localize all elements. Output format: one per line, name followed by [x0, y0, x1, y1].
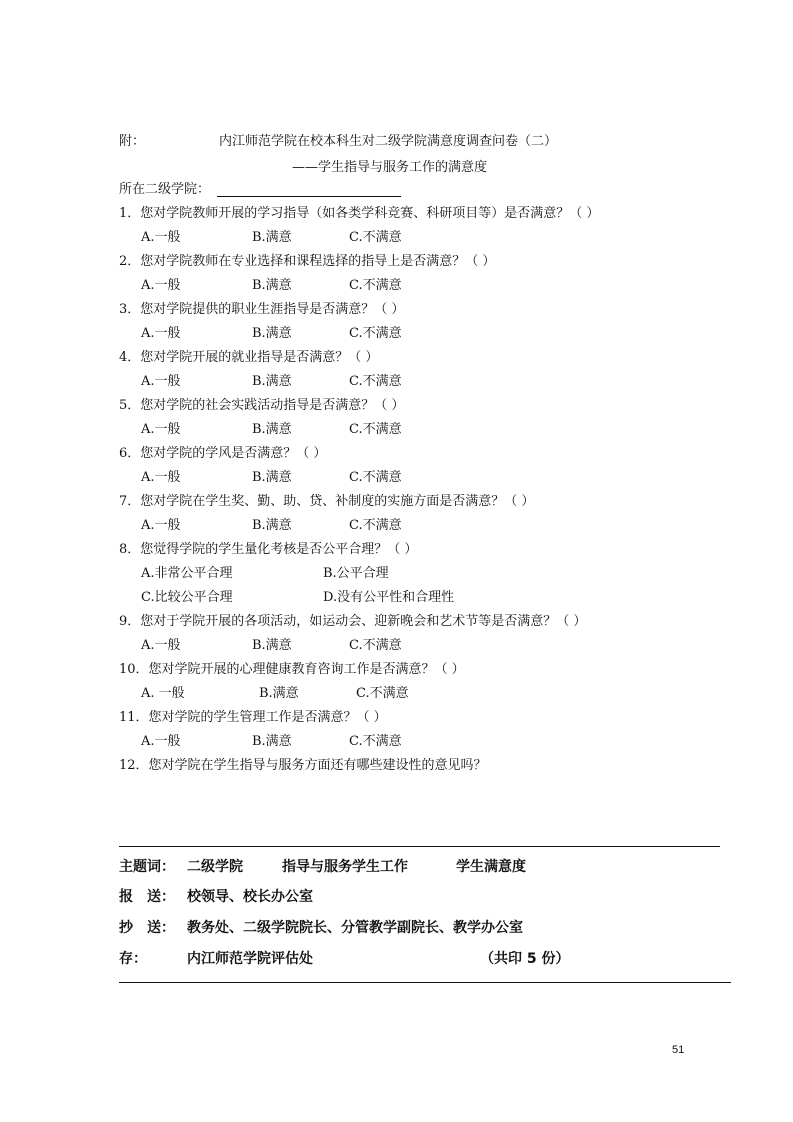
college-label: 所在二级学院： — [119, 182, 211, 197]
q11-option-c[interactable]: C.不满意 — [349, 734, 402, 749]
page-subtitle: ——学生指导与服务工作的满意度 — [292, 160, 488, 175]
q11-option-b[interactable]: B.满意 — [252, 734, 292, 749]
keyword-2: 指导与服务学生工作 — [282, 859, 408, 875]
q3-option-a[interactable]: A.一般 — [141, 326, 181, 341]
q8-option-c[interactable]: C.比较公平合理 — [141, 590, 233, 605]
send-label: 报 送： — [119, 889, 175, 905]
store-label: 存： — [119, 951, 147, 967]
q2-option-c[interactable]: C.不满意 — [349, 278, 402, 293]
q11-option-a[interactable]: A.一般 — [141, 734, 181, 749]
q10-option-c[interactable]: C.不满意 — [356, 686, 409, 701]
q10-option-b[interactable]: B.满意 — [259, 686, 299, 701]
q7-option-a[interactable]: A.一般 — [141, 518, 181, 533]
copies-count: （共印 5 份） — [480, 951, 570, 967]
question-11: 11．您对学院的学生管理工作是否满意？（ ） — [119, 710, 387, 725]
q2-option-b[interactable]: B.满意 — [252, 278, 292, 293]
q6-option-a[interactable]: A.一般 — [141, 470, 181, 485]
q1-option-c[interactable]: C.不满意 — [349, 230, 402, 245]
q6-option-b[interactable]: B.满意 — [252, 470, 292, 485]
q4-option-a[interactable]: A.一般 — [141, 374, 181, 389]
question-9: 9．您对于学院开展的各项活动，如运动会、迎新晚会和艺术节等是否满意？（ ） — [119, 614, 587, 629]
question-8: 8．您觉得学院的学生量化考核是否公平合理？（ ） — [119, 542, 418, 557]
footer-bottom-rule — [119, 982, 731, 983]
q8-option-a[interactable]: A.非常公平合理 — [141, 566, 233, 581]
question-1: 1．您对学院教师开展的学习指导（如各类学科竞赛、科研项目等）是否满意？（ ） — [119, 206, 600, 221]
keyword-1: 二级学院 — [187, 859, 243, 875]
question-6: 6．您对学院的学风是否满意？（ ） — [119, 446, 327, 461]
q9-option-a[interactable]: A.一般 — [141, 638, 181, 653]
q9-option-c[interactable]: C.不满意 — [349, 638, 402, 653]
college-fill-line[interactable] — [217, 196, 401, 197]
question-3: 3．您对学院提供的职业生涯指导是否满意？（ ） — [119, 302, 405, 317]
q5-option-c[interactable]: C.不满意 — [349, 422, 402, 437]
q3-option-c[interactable]: C.不满意 — [349, 326, 402, 341]
page-title: 内江师范学院在校本科生对二级学院满意度调查问卷（二） — [219, 134, 558, 149]
keywords-label: 主题词： — [119, 859, 175, 875]
q4-option-c[interactable]: C.不满意 — [349, 374, 402, 389]
question-2: 2．您对学院教师在专业选择和课程选择的指导上是否满意？（ ） — [119, 254, 496, 269]
q8-option-b[interactable]: B.公平合理 — [323, 566, 389, 581]
store-value: 内江师范学院评估处 — [187, 951, 313, 967]
q4-option-b[interactable]: B.满意 — [252, 374, 292, 389]
send-value: 校领导、校长办公室 — [187, 889, 313, 905]
page-number: 51 — [672, 1044, 685, 1056]
keyword-3: 学生满意度 — [456, 859, 526, 875]
q7-option-b[interactable]: B.满意 — [252, 518, 292, 533]
question-7: 7．您对学院在学生奖、勤、助、贷、补制度的实施方面是否满意？（ ） — [119, 494, 535, 509]
cc-label: 抄 送： — [119, 920, 175, 936]
cc-value: 教务处、二级学院院长、分管教学副院长、教学办公室 — [187, 920, 523, 936]
q1-option-b[interactable]: B.满意 — [252, 230, 292, 245]
q1-option-a[interactable]: A.一般 — [141, 230, 181, 245]
q2-option-a[interactable]: A.一般 — [141, 278, 181, 293]
attachment-prefix: 附： — [119, 134, 146, 149]
q7-option-c[interactable]: C.不满意 — [349, 518, 402, 533]
q9-option-b[interactable]: B.满意 — [252, 638, 292, 653]
footer-top-rule — [119, 846, 720, 847]
q8-option-d[interactable]: D.没有公平性和合理性 — [323, 590, 455, 605]
question-10: 10．您对学院开展的心理健康教育咨询工作是否满意？（ ） — [119, 662, 465, 677]
question-12: 12．您对学院在学生指导与服务方面还有哪些建设性的意见吗？ — [119, 758, 487, 773]
q6-option-c[interactable]: C.不满意 — [349, 470, 402, 485]
q5-option-b[interactable]: B.满意 — [252, 422, 292, 437]
question-4: 4．您对学院开展的就业指导是否满意？（ ） — [119, 350, 379, 365]
q3-option-b[interactable]: B.满意 — [252, 326, 292, 341]
q5-option-a[interactable]: A.一般 — [141, 422, 181, 437]
question-5: 5．您对学院的社会实践活动指导是否满意？（ ） — [119, 398, 405, 413]
q10-option-a[interactable]: A. 一般 — [141, 686, 185, 701]
